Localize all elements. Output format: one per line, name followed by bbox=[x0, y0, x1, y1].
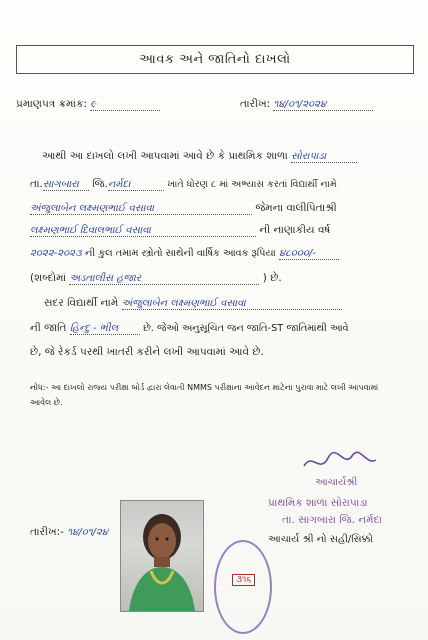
principal-sign-label: આચાર્ય શ્રી નો સહી/સિક્કો bbox=[268, 534, 373, 545]
parent-name: લક્ષ્મણભાઈ દિવાલભાઈ વસાવા bbox=[30, 225, 256, 237]
para1-line6 bbox=[30, 272, 282, 285]
school-stamp-line2: તા. સાગબારા જિ. નર્મદા bbox=[282, 514, 382, 526]
student-name-2: અંજુલાબેન લક્ષ્મણભાઈ વસાવા bbox=[122, 298, 342, 310]
document-title: આવક અને જાતિનો દાખલો bbox=[139, 52, 291, 67]
date-row bbox=[240, 98, 373, 111]
taluka-value: સાગબારા bbox=[43, 179, 89, 191]
para2-line3-text: છે, જે રેકર્ડ પરથી ખાતરી કરીને લખી આપવામાં આવે છે. bbox=[30, 346, 264, 358]
date-label: તારીખ: bbox=[240, 98, 271, 110]
para1-line3 bbox=[30, 202, 337, 215]
words-close: ) છે. bbox=[262, 272, 282, 284]
district-label: જિ. bbox=[92, 178, 108, 190]
para2-line2 bbox=[30, 322, 349, 335]
school-seal bbox=[214, 540, 272, 634]
para2-line1 bbox=[44, 297, 342, 310]
income-year-label: ની નાણાકીય વર્ષ bbox=[259, 224, 331, 236]
para1-line1 bbox=[42, 150, 357, 163]
para2-line2-text: છે. જેઓ અનુસૂચિત જન જાતિ-ST જાતિમાંથી આવે bbox=[143, 323, 349, 334]
school-name: સોરાપાડા bbox=[291, 151, 357, 163]
title-box bbox=[16, 45, 414, 74]
signature-scribble bbox=[300, 448, 380, 476]
parent-label: જેમના વાલીપિતાશ્રી bbox=[255, 202, 337, 214]
taluka-label: તા. bbox=[30, 178, 43, 190]
designation: આચાર્યશ્રી bbox=[315, 477, 358, 488]
financial-year: ૨૦૨૨-૨૦૨૩ bbox=[30, 248, 82, 259]
para1-line5 bbox=[30, 247, 339, 260]
income-text: ની કુલ તમામ સ્ત્રોતો સાથેની વાર્ષિક આવક રૂપિયા bbox=[85, 248, 276, 259]
student-name-1: અંજુલાબેન લક્ષ્મણભાઈ વસાવા bbox=[30, 203, 252, 215]
income-amount: ૪૮૦૦૦/- bbox=[279, 248, 339, 260]
para1-mid: ખાતે ધોરણ ૮ માં અભ્યાસ કરતાં વિદ્યાર્થી નામે bbox=[167, 179, 337, 190]
words-label: (શબ્દોમાં bbox=[30, 272, 67, 284]
seal-number: ૩૧૬ bbox=[232, 574, 255, 586]
caste-label: ની જાતિ bbox=[30, 322, 67, 334]
footer-date-label: તારીખ:- bbox=[30, 526, 64, 538]
note: નોંધ:- આ દાખલો રાજ્ય પરીક્ષા બોર્ડ દ્વારા લેવાતી NMMS પરીક્ષાના આવેદન માટેના પુરાવા માટે લખી આપવામાં આવેલ છે. bbox=[30, 383, 379, 407]
footer-date-value: ૧૪/૦૧/૨૪ bbox=[67, 527, 109, 538]
school-stamp-line1: પ્રાથમિક શાળા સોરાપાડા bbox=[268, 497, 368, 509]
footer-date-row bbox=[30, 526, 108, 539]
para1-line2 bbox=[30, 178, 337, 191]
date-value: ૧૪/૦૧/૨૦૨૪ bbox=[273, 99, 373, 111]
certificate-number-row bbox=[16, 98, 160, 111]
para2-prefix: સદર વિદ્યાર્થી નામે bbox=[44, 297, 119, 309]
student-photo bbox=[120, 500, 204, 612]
para1-prefix: આથી આ દાખલો લખી આપવામાં આવે છે કે પ્રાથમિક શાળા bbox=[42, 150, 288, 162]
amount-in-words: અડતાલીસ હજાર bbox=[69, 273, 259, 285]
para1-line4 bbox=[30, 224, 330, 237]
district-value: નર્મદા bbox=[108, 179, 164, 191]
para2-line3 bbox=[30, 346, 264, 359]
caste-value: હિન્દુ - ભીલ bbox=[70, 323, 140, 335]
certificate-number-value: ૯ bbox=[90, 99, 160, 111]
certificate-number-label: પ્રમાણપત્ર ક્રમાંક: bbox=[16, 98, 87, 110]
